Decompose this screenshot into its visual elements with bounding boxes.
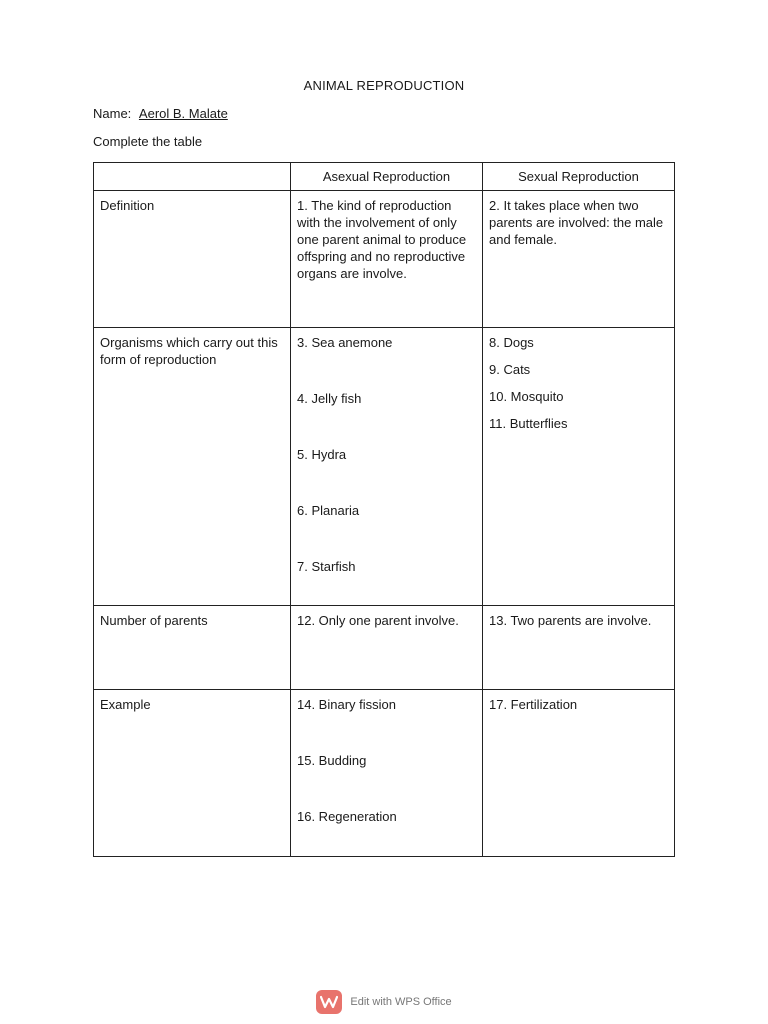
- cell-item: 4. Jelly fish: [297, 391, 362, 406]
- cell-item: 8. Dogs: [489, 335, 534, 350]
- asexual-cell: [291, 328, 483, 606]
- table-row-example: [94, 690, 675, 857]
- cell-item: 14. Binary fission: [297, 697, 396, 712]
- document-title: ANIMAL REPRODUCTION: [303, 78, 465, 93]
- row-label: Example: [94, 690, 291, 857]
- header-cell-sexual: Sexual Reproduction: [483, 163, 675, 191]
- cell-item: 16. Regeneration: [297, 809, 397, 824]
- cell-item: 9. Cats: [489, 362, 531, 377]
- cell-item: 17. Fertilization: [489, 697, 578, 712]
- wps-footer-text: Edit with WPS Office: [350, 996, 452, 1008]
- wps-office-logo-icon: [316, 990, 342, 1014]
- sexual-cell: [483, 690, 675, 857]
- row-label: Organisms which carry out this form of reproduction: [94, 328, 291, 606]
- asexual-cell: [291, 690, 483, 857]
- header-cell-empty: [94, 163, 291, 191]
- cell-item: 2. It takes place when two parents are involved: the male and female.: [489, 198, 664, 247]
- table-row-parents: [94, 606, 675, 690]
- row-label: Number of parents: [94, 606, 291, 690]
- name-line: [93, 106, 228, 121]
- sexual-cell: [483, 328, 675, 606]
- header-cell-asexual: Asexual Reproduction: [291, 163, 483, 191]
- name-label: Name:: [93, 106, 132, 121]
- asexual-cell: [291, 606, 483, 690]
- cell-item: 12. Only one parent involve.: [297, 613, 459, 628]
- row-label: Definition: [94, 191, 291, 328]
- asexual-cell: [291, 191, 483, 328]
- sexual-cell: [483, 191, 675, 328]
- cell-item: 3. Sea anemone: [297, 335, 393, 350]
- cell-item: 1. The kind of reproduction with the involvement of only one parent animal to produce offspring and no reproductive organs are involve.: [297, 198, 467, 281]
- instruction-text: Complete the table: [93, 134, 203, 149]
- table-row-definition: [94, 191, 675, 328]
- cell-item: 11. Butterflies: [489, 416, 568, 431]
- cell-item: 7. Starfish: [297, 559, 356, 574]
- cell-item: 15. Budding: [297, 753, 367, 768]
- wps-footer[interactable]: [0, 990, 768, 1014]
- sexual-cell: [483, 606, 675, 690]
- reproduction-table: [93, 162, 675, 857]
- table-header-row: [94, 163, 675, 191]
- cell-item: 13. Two parents are involve.: [489, 613, 652, 628]
- cell-item: 10. Mosquito: [489, 389, 564, 404]
- name-value: Aerol B. Malate: [138, 106, 228, 121]
- cell-item: 5. Hydra: [297, 447, 347, 462]
- cell-item: 6. Planaria: [297, 503, 360, 518]
- table-row-organisms: [94, 328, 675, 606]
